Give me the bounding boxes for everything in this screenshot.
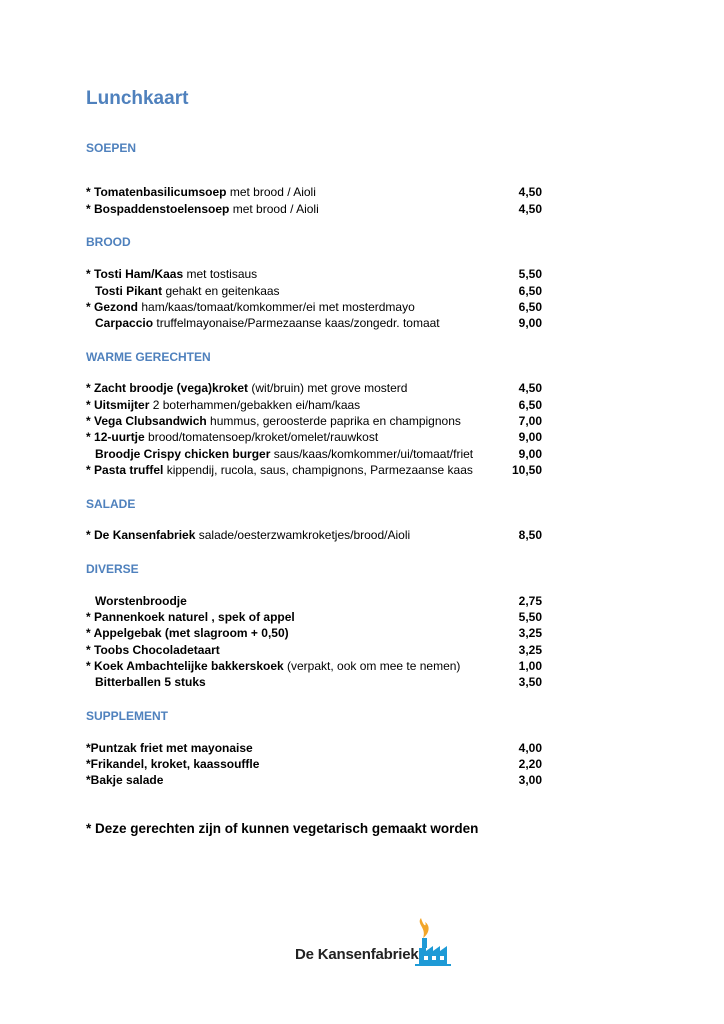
dish-name: De Kansenfabriek [94, 528, 196, 542]
dish-desc: salade/oesterzwamkroketjes/brood/Aioli [195, 528, 411, 542]
menu-item [86, 315, 542, 331]
section-heading-warme-gerechten: WARME GERECHTEN [86, 350, 211, 364]
menu-item: * Appelgebak (met slagroom + 0,50) 3,25 [86, 626, 542, 640]
dish-name: Toobs Chocoladetaart [94, 643, 220, 657]
menu-item: * Toobs Chocoladetaart 3,25 [86, 643, 542, 657]
dish-desc: brood/tomatensoep/kroket/omelet/rauwkost [144, 430, 379, 444]
dish-name: Pannenkoek naturel , spek of appel [94, 610, 295, 624]
dish-price: 3,50 [518, 675, 542, 689]
dish-price: 5,50 [518, 267, 542, 281]
dish-name: Pasta truffel [94, 463, 164, 477]
menu-item: * Vega Clubsandwich hummus, geroosterde paprika en champignons 7,00 [86, 414, 542, 428]
dish-desc: (wit/bruin) met grove mosterd [248, 381, 408, 395]
dish-price: 2,20 [518, 757, 542, 771]
logo-text: De Kansenfabriek [295, 946, 419, 963]
dish-desc: kippendij, rucola, saus, champignons, Parmezaanse kaas [163, 463, 473, 477]
dish-name: Bakje salade [90, 773, 164, 787]
factory-flame-icon [415, 916, 451, 966]
page-title: Lunchkaart [86, 88, 189, 109]
vegetarian-footnote: * Deze gerechten zijn of kunnen vegetarisch gemaakt worden [86, 821, 479, 836]
dish-desc: 2 boterhammen/gebakken ei/ham/kaas [149, 398, 361, 412]
dish-price: 6,50 [518, 300, 542, 314]
menu-item: * De Kansenfabriek salade/oesterzwamkroketjes/brood/Aioli 8,50 [86, 528, 542, 542]
dish-name: Appelgebak (met slagroom + 0,50) [93, 626, 289, 640]
menu-item [86, 593, 542, 609]
dish-price: 3,25 [518, 643, 542, 657]
menu-item: * Koek Ambachtelijke bakkerskoek (verpakt, ook om mee te nemen) 1,00 [86, 659, 542, 673]
section-heading-soepen: SOEPEN [86, 141, 137, 155]
dish-price: 4,50 [518, 381, 542, 395]
menu-item [86, 283, 542, 299]
dish-name: Carpaccio [95, 316, 154, 330]
menu-item: * Gezond ham/kaas/tomaat/komkommer/ei met mosterdmayo 6,50 [86, 300, 542, 314]
dish-price: 4,00 [518, 741, 542, 755]
dish-price: 3,25 [518, 626, 542, 640]
dish-name: 12-uurtje [94, 430, 145, 444]
dish-desc: met tostisaus [183, 267, 258, 281]
dish-price: 10,50 [511, 463, 542, 477]
dish-price: 2,75 [518, 594, 542, 608]
section-heading-salade: SALADE [86, 497, 136, 511]
menu-item: * Bospaddenstoelensoep met brood / Aioli 4,50 [86, 202, 542, 216]
dish-price: 4,50 [518, 185, 542, 199]
dish-name: Tomatenbasilicumsoep [94, 185, 227, 199]
section-heading-supplement: SUPPLEMENT [86, 709, 169, 723]
dish-name: Uitsmijter [94, 398, 150, 412]
dish-desc: met brood / Aioli [229, 202, 319, 216]
dish-name: Vega Clubsandwich [94, 414, 207, 428]
menu-item [86, 674, 542, 690]
menu-item: * Pannenkoek naturel , spek of appel 5,50 [86, 610, 542, 624]
dish-price: 3,00 [518, 773, 542, 787]
dish-name: Worstenbroodje [95, 594, 187, 608]
dish-name: Tosti Pikant [95, 284, 163, 298]
dish-name: Frikandel, kroket, kaassouffle [90, 757, 260, 771]
menu-item: *Puntzak friet met mayonaise 4,00 [86, 741, 542, 755]
menu-item: * 12-uurtje brood/tomatensoep/kroket/omelet/rauwkost 9,00 [86, 430, 542, 444]
menu-item: *Bakje salade 3,00 [86, 773, 542, 787]
dish-name: Puntzak friet met mayonaise [90, 741, 253, 755]
dish-desc: (verpakt, ook om mee te nemen) [283, 659, 461, 673]
dish-price: 7,00 [518, 414, 542, 428]
dish-name: Koek Ambachtelijke bakkerskoek [94, 659, 284, 673]
dish-name: Bospaddenstoelensoep [94, 202, 230, 216]
menu-item: * Tosti Ham/Kaas met tostisaus 5,50 [86, 267, 542, 281]
section-heading-brood: BROOD [86, 235, 131, 249]
dish-price: 1,00 [518, 659, 542, 673]
dish-name: Broodje Crispy chicken burger [95, 447, 271, 461]
dish-name: Bitterballen 5 stuks [95, 675, 206, 689]
dish-price: 8,50 [518, 528, 542, 542]
dish-desc: saus/kaas/komkommer/ui/tomaat/friet [270, 447, 474, 461]
dish-price: 5,50 [518, 610, 542, 624]
dish-price: 9,00 [518, 316, 542, 330]
dish-price: 9,00 [518, 430, 542, 444]
dish-desc: hummus, geroosterde paprika en champignons [206, 414, 461, 428]
dish-price: 4,50 [518, 202, 542, 216]
dish-desc: ham/kaas/tomaat/komkommer/ei met mosterdmayo [138, 300, 415, 314]
dish-desc: truffelmayonaise/Parmezaanse kaas/zongedr. tomaat [153, 316, 440, 330]
dish-desc: met brood / Aioli [226, 185, 316, 199]
menu-item: *Frikandel, kroket, kaassouffle 2,20 [86, 757, 542, 771]
menu-item: * Tomatenbasilicumsoep met brood / Aioli 4,50 [86, 185, 542, 199]
dish-name: Gezond [94, 300, 139, 314]
dish-price: 6,50 [518, 398, 542, 412]
dish-price: 6,50 [518, 284, 542, 298]
dish-name: Zacht broodje (vega)kroket [94, 381, 249, 395]
kansenfabriek-logo [295, 916, 455, 968]
dish-name: Tosti Ham/Kaas [94, 267, 184, 281]
dish-price: 9,00 [518, 447, 542, 461]
menu-item [86, 446, 542, 462]
menu-item: * Zacht broodje (vega)kroket (wit/bruin) met grove mosterd 4,50 [86, 381, 542, 395]
menu-item: * Uitsmijter 2 boterhammen/gebakken ei/ham/kaas 6,50 [86, 398, 542, 412]
menu-item: * Pasta truffel kippendij, rucola, saus, champignons, Parmezaanse kaas 10,50 [86, 463, 542, 477]
section-heading-diverse: DIVERSE [86, 562, 139, 576]
dish-desc: gehakt en geitenkaas [162, 284, 280, 298]
